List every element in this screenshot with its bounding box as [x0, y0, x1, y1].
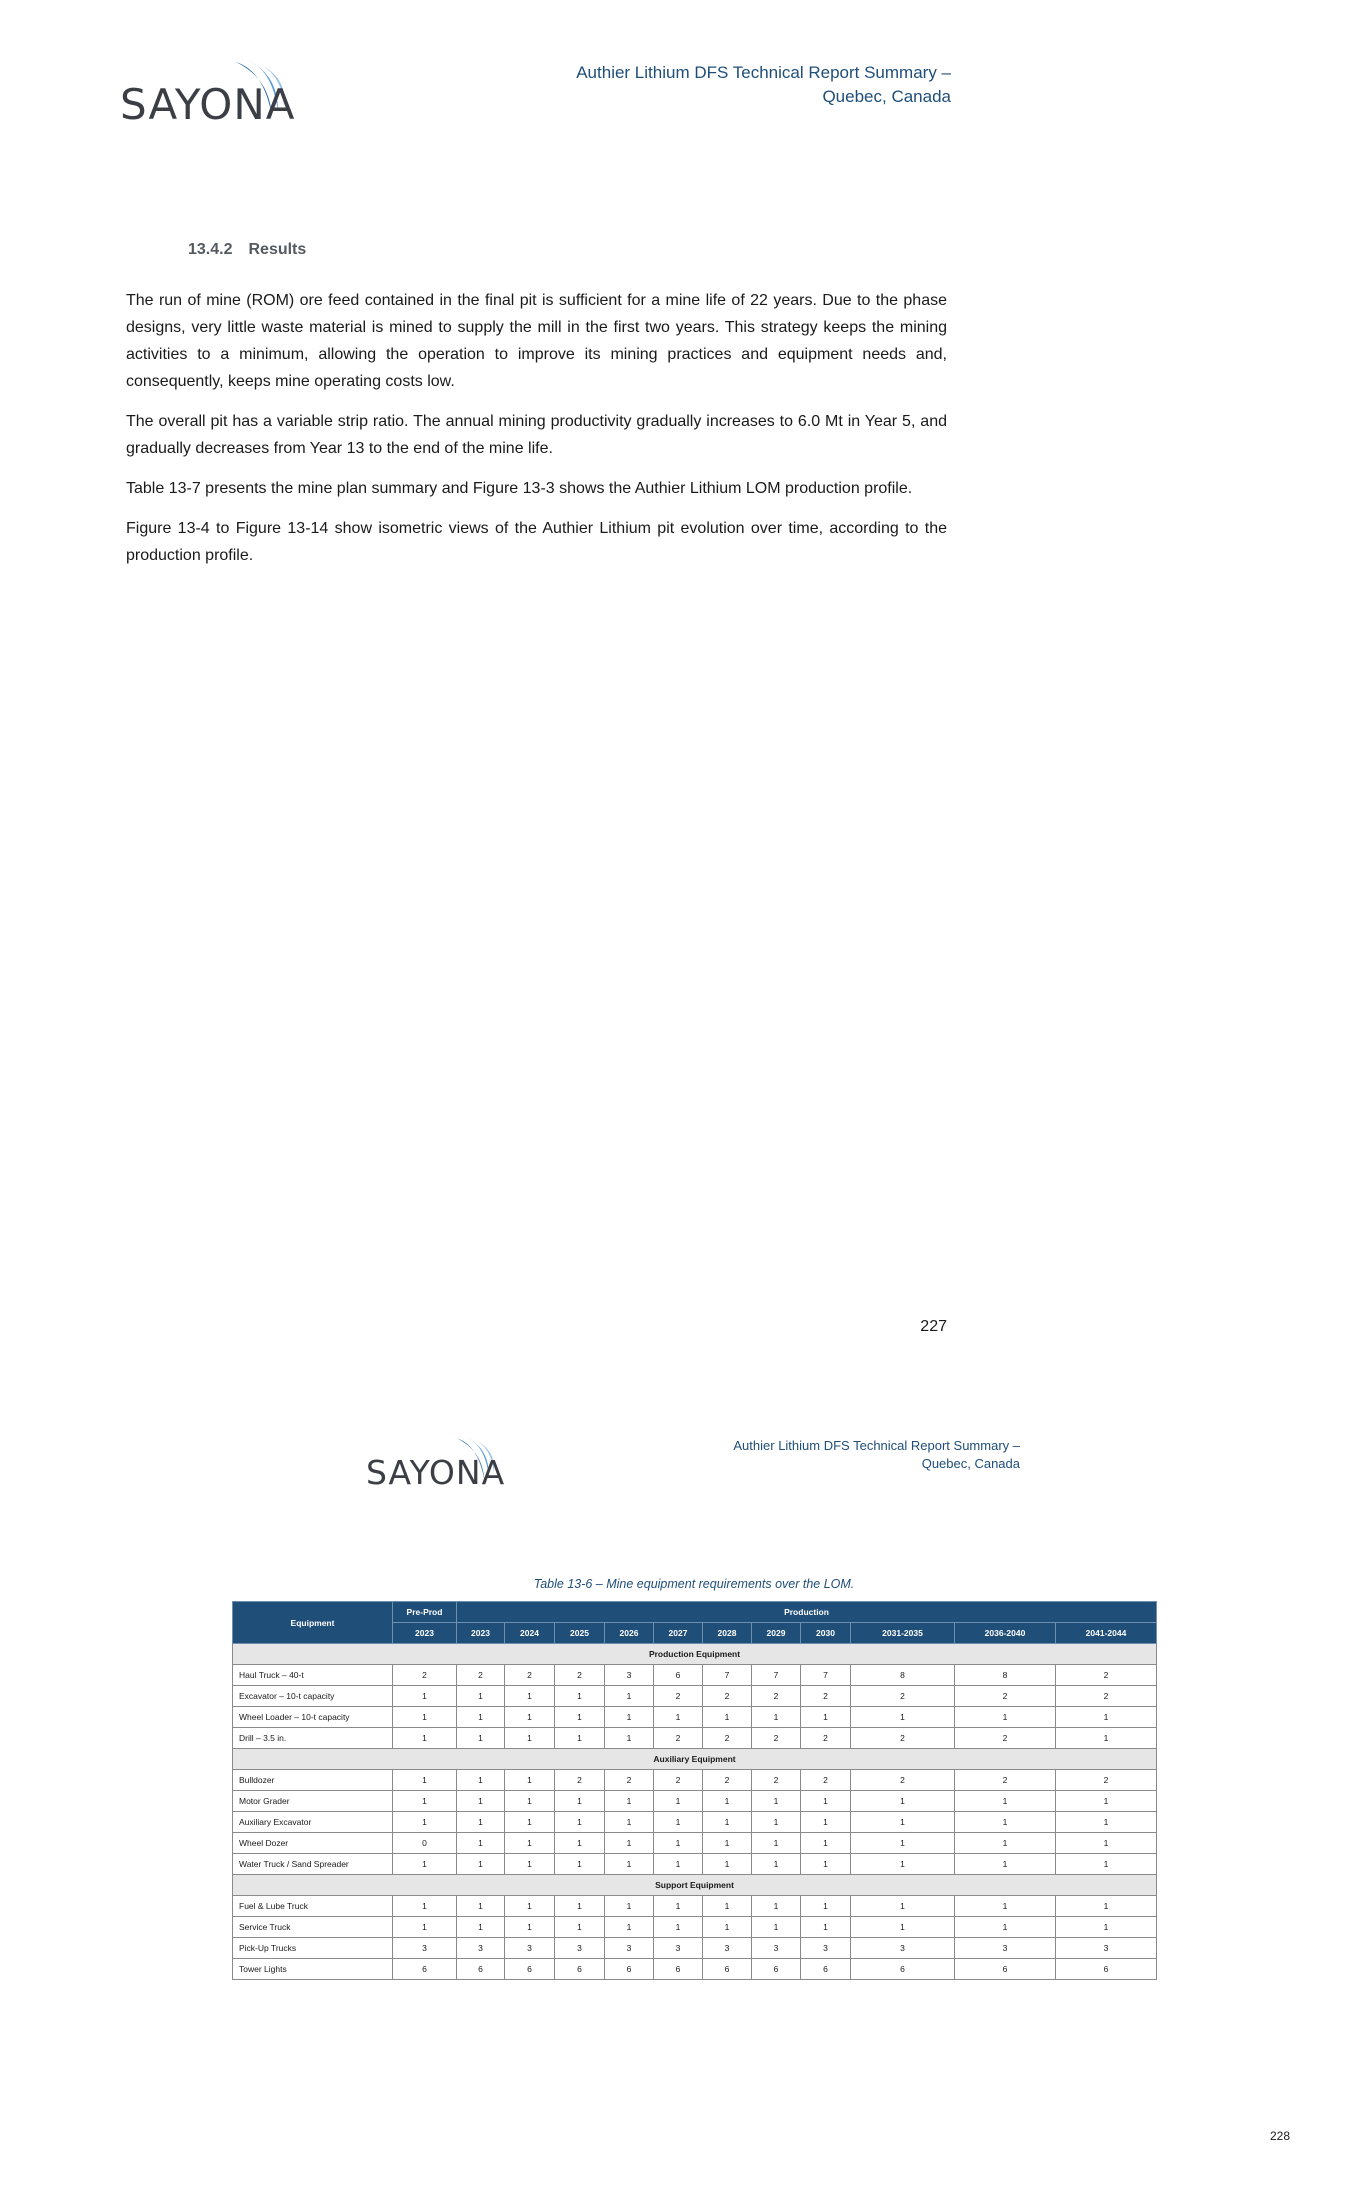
equipment-count: 1: [654, 1791, 703, 1812]
equipment-count: 2: [703, 1686, 752, 1707]
equipment-count: 1: [851, 1833, 955, 1854]
table-row: [233, 1728, 1157, 1749]
equipment-count: 1: [605, 1728, 654, 1749]
table-row: [233, 1854, 1157, 1875]
equipment-count: 1: [654, 1812, 703, 1833]
equipment-count: 1: [752, 1896, 801, 1917]
equipment-count: 6: [605, 1959, 654, 1980]
equipment-count: 1: [605, 1812, 654, 1833]
body-text: [126, 287, 947, 582]
equipment-count: 1: [505, 1812, 555, 1833]
equipment-count: 1: [393, 1854, 457, 1875]
equipment-count: 2: [955, 1686, 1056, 1707]
year-header: 2029: [752, 1623, 801, 1644]
production-header: Production: [457, 1602, 1157, 1623]
equipment-count: 2: [505, 1665, 555, 1686]
equipment-count: 1: [393, 1896, 457, 1917]
equipment-count: 3: [505, 1938, 555, 1959]
equipment-count: 1: [555, 1728, 605, 1749]
equipment-count: 6: [752, 1959, 801, 1980]
equipment-count: 1: [654, 1833, 703, 1854]
sayona-logo: [366, 1435, 506, 1491]
page-number: 228: [1269, 2129, 1290, 2143]
equipment-count: 6: [505, 1959, 555, 1980]
equipment-count: 1: [1056, 1854, 1157, 1875]
equipment-count: 1: [393, 1812, 457, 1833]
equipment-name: Motor Grader: [233, 1791, 393, 1812]
year-header: 2030: [801, 1623, 851, 1644]
header-location: Quebec, Canada: [921, 1456, 1020, 1472]
equipment-count: 1: [555, 1812, 605, 1833]
equipment-count: 2: [801, 1728, 851, 1749]
equipment-count: 3: [801, 1938, 851, 1959]
equipment-name: Wheel Dozer: [233, 1833, 393, 1854]
page-2: [0, 1395, 1365, 2194]
equipment-count: 1: [1056, 1833, 1157, 1854]
page-number: 227: [920, 1318, 947, 1335]
header-location: Quebec, Canada: [822, 86, 951, 106]
header-title: Authier Lithium DFS Technical Report Summary –: [576, 63, 951, 82]
equipment-count: 1: [703, 1812, 752, 1833]
preprod-header: Pre-Prod: [393, 1602, 457, 1623]
equipment-count: 2: [851, 1686, 955, 1707]
paragraph: Figure 13-4 to Figure 13-14 show isometric views of the Authier Lithium pit evolution over time, according to the production profile.: [126, 520, 947, 564]
equipment-count: 1: [393, 1791, 457, 1812]
equipment-table: [232, 1601, 1157, 1980]
table-row: [233, 1959, 1157, 1980]
table-row: [233, 1686, 1157, 1707]
equipment-name: Excavator – 10-t capacity: [233, 1686, 393, 1707]
equipment-count: 1: [955, 1854, 1056, 1875]
equipment-count: 1: [703, 1896, 752, 1917]
section-heading: [188, 241, 306, 259]
equipment-count: 1: [752, 1791, 801, 1812]
equipment-name: Pick-Up Trucks: [233, 1938, 393, 1959]
sayona-logo: [120, 58, 300, 130]
header-title: Authier Lithium DFS Technical Report Summary –: [733, 1438, 1020, 1453]
equipment-count: 3: [703, 1938, 752, 1959]
table-row: [233, 1770, 1157, 1791]
equipment-count: 2: [654, 1770, 703, 1791]
equipment-count: 3: [654, 1938, 703, 1959]
equipment-name: Water Truck / Sand Spreader: [233, 1854, 393, 1875]
equipment-count: 1: [801, 1896, 851, 1917]
equipment-count: 1: [1056, 1917, 1157, 1938]
equipment-count: 1: [851, 1854, 955, 1875]
equipment-count: 1: [1056, 1812, 1157, 1833]
paragraph: The run of mine (ROM) ore feed contained in the final pit is sufficient for a mine life of 22 years. Due to the phase designs, very little waste material is mined to supply the mill in the first two years. This strategy keeps the mining activities to a minimum, allowing the operation to improve its mining practices and equipment needs and, consequently, keeps mine operating costs low.: [126, 292, 947, 390]
equipment-count: 1: [801, 1812, 851, 1833]
equipment-count: 3: [457, 1938, 505, 1959]
equipment-count: 2: [955, 1728, 1056, 1749]
equipment-count: 1: [393, 1917, 457, 1938]
table-row: [233, 1665, 1157, 1686]
equipment-count: 1: [605, 1917, 654, 1938]
equipment-count: 7: [703, 1665, 752, 1686]
equipment-count: 2: [851, 1770, 955, 1791]
equipment-count: 1: [1056, 1707, 1157, 1728]
category-row: [233, 1875, 1157, 1896]
equipment-count: 1: [955, 1917, 1056, 1938]
year-header: 2036-2040: [955, 1623, 1056, 1644]
equipment-name: Auxiliary Excavator: [233, 1812, 393, 1833]
equipment-count: 6: [801, 1959, 851, 1980]
equipment-count: 1: [752, 1854, 801, 1875]
equipment-count: 1: [505, 1707, 555, 1728]
equipment-count: 2: [801, 1770, 851, 1791]
equipment-count: 2: [605, 1770, 654, 1791]
equipment-count: 3: [605, 1938, 654, 1959]
equipment-count: 1: [851, 1917, 955, 1938]
equipment-count: 6: [393, 1959, 457, 1980]
equipment-count: 2: [1056, 1686, 1157, 1707]
equipment-count: 1: [801, 1917, 851, 1938]
equipment-count: 6: [1056, 1959, 1157, 1980]
equipment-count: 2: [851, 1728, 955, 1749]
equipment-count: 2: [703, 1770, 752, 1791]
equipment-count: 1: [801, 1833, 851, 1854]
equipment-name: Service Truck: [233, 1917, 393, 1938]
equipment-count: 2: [555, 1770, 605, 1791]
category-title: Support Equipment: [233, 1875, 1157, 1896]
equipment-count: 1: [703, 1833, 752, 1854]
equipment-count: 2: [654, 1728, 703, 1749]
equipment-count: 1: [1056, 1791, 1157, 1812]
equipment-count: 1: [851, 1707, 955, 1728]
equipment-count: 1: [654, 1707, 703, 1728]
equipment-count: 1: [393, 1686, 457, 1707]
page-header: [500, 61, 951, 109]
equipment-count: 1: [703, 1791, 752, 1812]
table-row: [233, 1791, 1157, 1812]
equipment-count: 1: [1056, 1896, 1157, 1917]
equipment-count: 1: [752, 1917, 801, 1938]
equipment-header: Equipment: [233, 1602, 393, 1644]
logo-wordmark: SAYONA: [120, 80, 296, 129]
paragraph: The overall pit has a variable strip ratio. The annual mining productivity gradually increases to 6.0 Mt in Year 5, and gradually decreases from Year 13 to the end of the mine life.: [126, 413, 947, 457]
year-header: 2027: [654, 1623, 703, 1644]
section-number: 13.4.2: [188, 241, 233, 258]
equipment-count: 1: [457, 1917, 505, 1938]
year-header: 2023: [393, 1623, 457, 1644]
equipment-count: 1: [955, 1707, 1056, 1728]
table-row: [233, 1833, 1157, 1854]
equipment-count: 1: [703, 1854, 752, 1875]
equipment-count: 6: [703, 1959, 752, 1980]
equipment-count: 1: [955, 1896, 1056, 1917]
equipment-count: 1: [851, 1812, 955, 1833]
equipment-count: 1: [505, 1896, 555, 1917]
equipment-count: 2: [703, 1728, 752, 1749]
equipment-count: 7: [801, 1665, 851, 1686]
equipment-count: 1: [851, 1896, 955, 1917]
equipment-count: 1: [752, 1833, 801, 1854]
equipment-count: 1: [605, 1686, 654, 1707]
equipment-count: 6: [555, 1959, 605, 1980]
equipment-count: 6: [654, 1665, 703, 1686]
equipment-count: 1: [605, 1833, 654, 1854]
equipment-count: 2: [955, 1770, 1056, 1791]
equipment-name: Wheel Loader – 10-t capacity: [233, 1707, 393, 1728]
equipment-count: 1: [703, 1917, 752, 1938]
equipment-count: 0: [393, 1833, 457, 1854]
year-header: 2028: [703, 1623, 752, 1644]
equipment-count: 1: [393, 1770, 457, 1791]
equipment-count: 2: [555, 1665, 605, 1686]
equipment-count: 6: [851, 1959, 955, 1980]
equipment-count: 1: [505, 1833, 555, 1854]
equipment-count: 6: [457, 1959, 505, 1980]
category-title: Auxiliary Equipment: [233, 1749, 1157, 1770]
equipment-count: 1: [505, 1917, 555, 1938]
equipment-count: 1: [955, 1833, 1056, 1854]
equipment-count: 6: [654, 1959, 703, 1980]
equipment-count: 1: [457, 1854, 505, 1875]
year-header: 2041-2044: [1056, 1623, 1157, 1644]
equipment-count: 1: [605, 1791, 654, 1812]
equipment-count: 1: [505, 1791, 555, 1812]
equipment-count: 2: [752, 1728, 801, 1749]
equipment-count: 1: [505, 1854, 555, 1875]
equipment-count: 1: [555, 1896, 605, 1917]
equipment-count: 8: [955, 1665, 1056, 1686]
section-title: Results: [248, 241, 307, 258]
equipment-name: Bulldozer: [233, 1770, 393, 1791]
equipment-count: 1: [703, 1707, 752, 1728]
year-header: 2025: [555, 1623, 605, 1644]
equipment-count: 1: [457, 1686, 505, 1707]
paragraph: Table 13-7 presents the mine plan summary and Figure 13-3 shows the Authier Lithium LOM production profile.: [126, 480, 913, 497]
table-caption: Table 13-6 – Mine equipment requirements over the LOM.: [533, 1577, 855, 1591]
equipment-count: 6: [955, 1959, 1056, 1980]
equipment-count: 1: [505, 1728, 555, 1749]
equipment-count: 1: [505, 1686, 555, 1707]
table-row: [233, 1938, 1157, 1959]
equipment-count: 1: [654, 1854, 703, 1875]
year-header: 2023: [457, 1623, 505, 1644]
equipment-count: 3: [393, 1938, 457, 1959]
table-row: [233, 1707, 1157, 1728]
equipment-count: 3: [851, 1938, 955, 1959]
equipment-count: 2: [1056, 1665, 1157, 1686]
year-header: 2026: [605, 1623, 654, 1644]
equipment-count: 1: [393, 1728, 457, 1749]
equipment-name: Fuel & Lube Truck: [233, 1896, 393, 1917]
equipment-count: 1: [393, 1707, 457, 1728]
equipment-count: 1: [555, 1707, 605, 1728]
category-row: [233, 1749, 1157, 1770]
table-row: [233, 1812, 1157, 1833]
equipment-count: 1: [457, 1791, 505, 1812]
equipment-count: 3: [955, 1938, 1056, 1959]
equipment-count: 1: [505, 1770, 555, 1791]
year-header: 2031-2035: [851, 1623, 955, 1644]
equipment-name: Tower Lights: [233, 1959, 393, 1980]
equipment-count: 3: [752, 1938, 801, 1959]
equipment-count: 1: [801, 1791, 851, 1812]
equipment-count: 7: [752, 1665, 801, 1686]
equipment-count: 2: [752, 1770, 801, 1791]
equipment-count: 1: [605, 1896, 654, 1917]
equipment-count: 1: [1056, 1728, 1157, 1749]
equipment-count: 2: [752, 1686, 801, 1707]
equipment-count: 2: [457, 1665, 505, 1686]
equipment-count: 1: [457, 1728, 505, 1749]
equipment-count: 3: [605, 1665, 654, 1686]
category-title: Production Equipment: [233, 1644, 1157, 1665]
equipment-count: 3: [555, 1938, 605, 1959]
equipment-count: 1: [555, 1917, 605, 1938]
equipment-count: 1: [955, 1791, 1056, 1812]
equipment-count: 1: [801, 1707, 851, 1728]
equipment-count: 3: [1056, 1938, 1157, 1959]
year-header: 2024: [505, 1623, 555, 1644]
equipment-count: 2: [801, 1686, 851, 1707]
equipment-count: 1: [752, 1707, 801, 1728]
equipment-count: 1: [801, 1854, 851, 1875]
equipment-count: 2: [654, 1686, 703, 1707]
equipment-name: Drill – 3.5 in.: [233, 1728, 393, 1749]
table-row: [233, 1917, 1157, 1938]
equipment-count: 1: [851, 1791, 955, 1812]
equipment-count: 1: [457, 1812, 505, 1833]
equipment-count: 1: [555, 1791, 605, 1812]
logo-wordmark: SAYONA: [366, 1453, 506, 1492]
equipment-count: 1: [457, 1770, 505, 1791]
equipment-count: 1: [605, 1707, 654, 1728]
category-row: [233, 1644, 1157, 1665]
equipment-count: 1: [555, 1854, 605, 1875]
equipment-count: 1: [457, 1707, 505, 1728]
equipment-count: 1: [605, 1854, 654, 1875]
equipment-count: 1: [457, 1833, 505, 1854]
equipment-count: 1: [555, 1833, 605, 1854]
equipment-count: 8: [851, 1665, 955, 1686]
page-header: [640, 1437, 1020, 1473]
table-row: [233, 1896, 1157, 1917]
equipment-count: 1: [457, 1896, 505, 1917]
equipment-count: 2: [1056, 1770, 1157, 1791]
equipment-count: 1: [654, 1917, 703, 1938]
equipment-count: 1: [555, 1686, 605, 1707]
equipment-count: 1: [752, 1812, 801, 1833]
equipment-count: 2: [393, 1665, 457, 1686]
equipment-count: 1: [955, 1812, 1056, 1833]
equipment-name: Haul Truck – 40-t: [233, 1665, 393, 1686]
table-header-row: [233, 1602, 1157, 1623]
equipment-count: 1: [654, 1896, 703, 1917]
